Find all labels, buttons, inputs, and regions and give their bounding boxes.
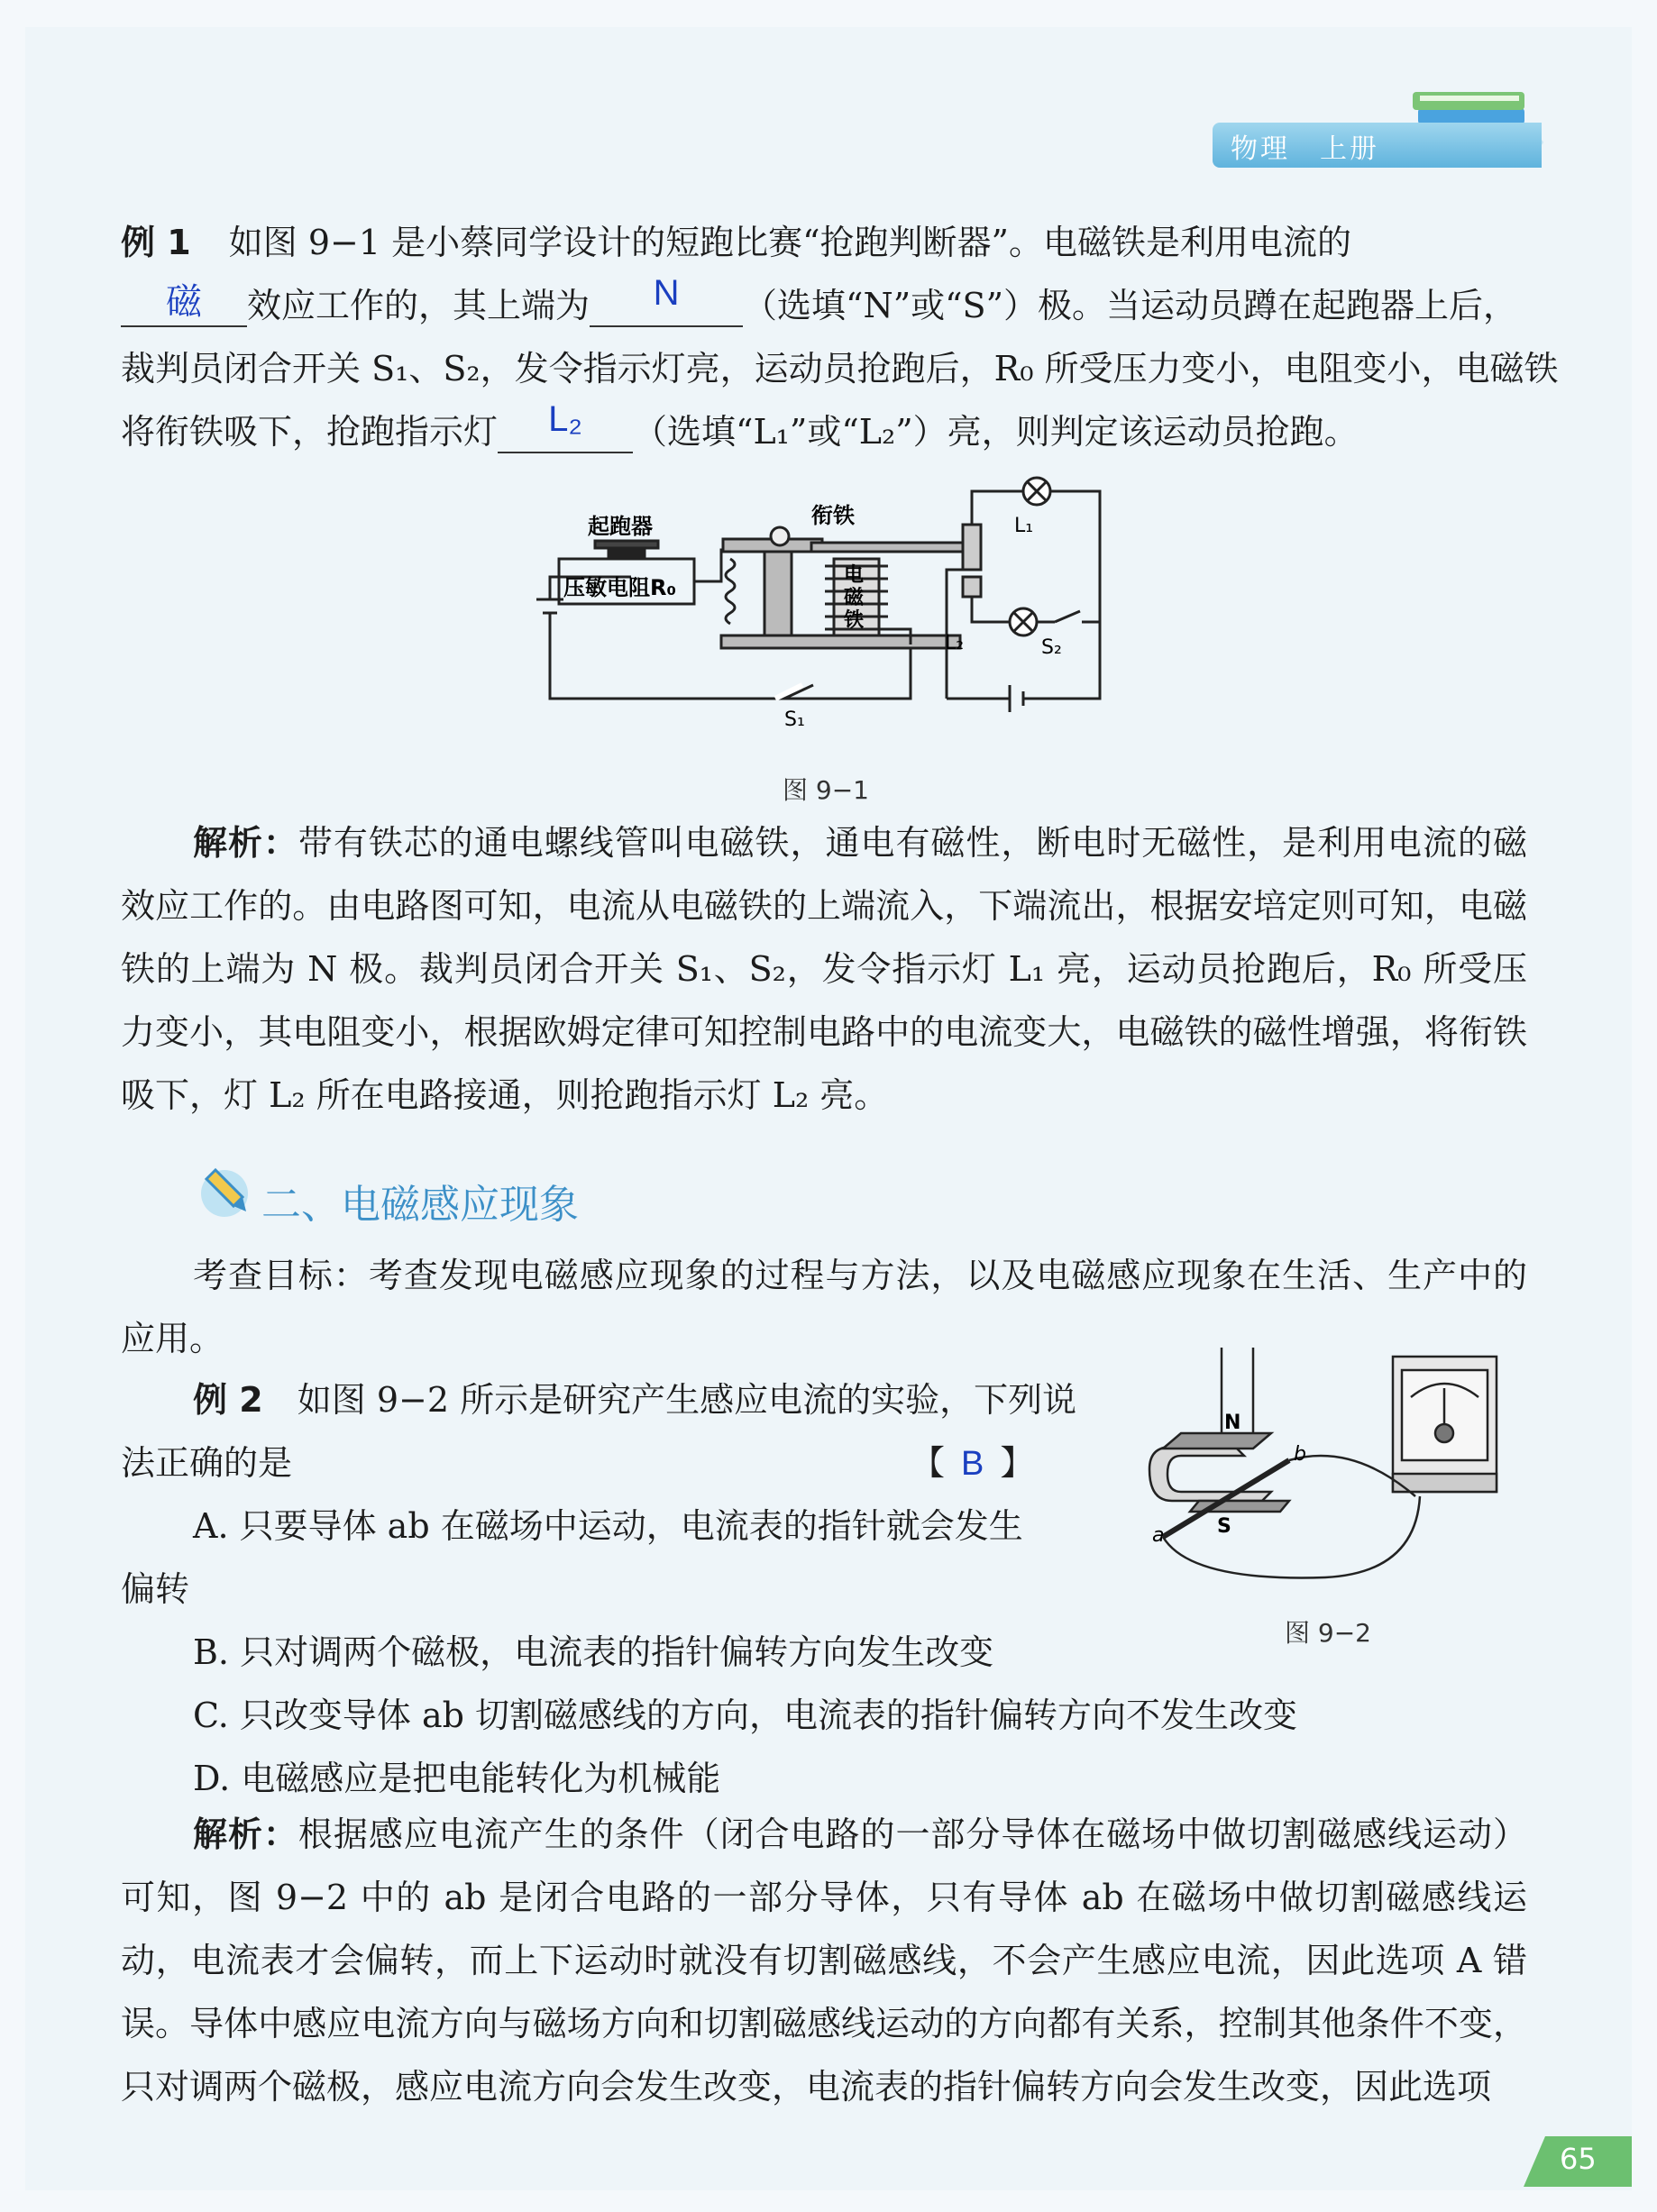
section2-goal: 考查目标：考查发现电磁感应现象的过程与方法，以及电磁感应现象在生活、生产中的应用。	[121, 1256, 1527, 1358]
spring	[726, 559, 735, 624]
analysis1-paragraph	[121, 811, 1527, 1127]
example1-text4b: （选填“L₁”或“L₂”）亮，则判定该运动员抢跑。	[633, 412, 1359, 452]
base-frame	[721, 635, 960, 648]
starter-plate	[595, 541, 658, 548]
horseshoe-magnet	[1149, 1447, 1271, 1501]
header-label: 物理 上册	[1231, 133, 1379, 165]
analysis2-label: 解析：	[193, 1814, 298, 1854]
post-left	[764, 541, 792, 635]
contact-top	[963, 525, 981, 570]
example1-text2b: （选填“N”或“S”）极。当运动员蹲在起跑器上后，	[743, 286, 1518, 325]
example1-title: 例 1	[121, 223, 191, 262]
contact-bottom	[963, 577, 981, 597]
armature-bar	[811, 543, 969, 552]
example2-stem1-text: 如图 9−2 所示是研究产生感应电流的实验，下列说	[297, 1380, 1077, 1420]
blank-2	[590, 273, 743, 327]
answer-3: L₂	[548, 399, 582, 439]
blank-1	[121, 282, 247, 327]
example1-line1	[121, 215, 1351, 264]
page-number: 65	[1560, 2142, 1597, 2176]
option-b: B. 只对调两个磁极，电流表的指针偏转方向发生改变	[193, 1632, 994, 1672]
galvanometer-base	[1393, 1474, 1497, 1492]
label-L1: L₁	[1014, 515, 1034, 537]
label-em-2: 磁	[844, 587, 865, 609]
label-a: a	[1152, 1524, 1165, 1547]
label-S: S	[1217, 1515, 1231, 1538]
wire-right	[1037, 491, 1100, 699]
blank-3	[498, 399, 633, 453]
bracket-left: 【	[911, 1443, 946, 1483]
analysis1-text: 带有铁芯的通电螺线管叫电磁铁，通电有磁性，断电时无磁性，是利用电流的磁效应工作的。由电路图可知，电流从电磁铁的上端流入，下端流出，根据安培定则可知，电磁铁的上端为 N 极。裁判员闭合开关 S₁、S₂，发令指示灯 L₁ 亮，运动员抢跑后，R₀ 所受压力变小，其电阻变小，根据欧姆定律可知控制电路中的电流变大，电磁铁的磁性增强，将衔铁吸下，灯 L₂ 所在电路接通，则抢跑指示灯 L₂ 亮。	[121, 823, 1527, 1115]
example2-stem2: 法正确的是	[121, 1443, 293, 1483]
label-L2: L₂	[945, 632, 965, 654]
answer-2: N	[653, 273, 680, 313]
pencil-icon	[194, 1161, 257, 1224]
wire-to-L2	[972, 597, 1010, 622]
example2-answer: B	[961, 1445, 984, 1483]
label-S2: S₂	[1041, 636, 1062, 659]
label-starter: 起跑器	[588, 514, 653, 539]
label-armature: 衔铁	[811, 503, 855, 528]
figure-9-2	[1145, 1348, 1506, 1618]
example2-stem1	[121, 1372, 1076, 1421]
analysis2-paragraph	[121, 1803, 1527, 2118]
switch-s2	[1055, 611, 1080, 622]
figure-9-1	[523, 469, 1118, 739]
bracket-right: 】	[1000, 1443, 1035, 1483]
example1-line2	[121, 273, 1518, 327]
coil-wire	[694, 550, 739, 581]
option-a-line1: A. 只要导体 ab 在磁场中运动，电流表的指针就会发生	[193, 1506, 1023, 1546]
magnet-pole-n	[1163, 1433, 1271, 1449]
analysis2-text: 根据感应电流产生的条件（闭合电路的一部分导体在磁场中做切割磁感线运动）可知，图 9−2 中的 ab 是闭合电路的一部分导体，只有导体 ab 在磁场中做切割磁感线运动，电流表才会偏转，而上下运动时就没有切割磁感线，不会产生感应电流，因此选项 A 错误。导体中感应电流方向与磁场方向和切割磁感线运动的方向都有关系，控制其他条件不变，只对调两个磁极，感应电流方向会发生改变，电流表的指针偏转方向会发生改变，因此选项	[121, 1814, 1527, 2107]
label-b: b	[1294, 1443, 1306, 1466]
example1-text4a: 将衔铁吸下，抢跑指示灯	[121, 412, 499, 452]
analysis1-label: 解析：	[193, 823, 298, 863]
option-c: C. 只改变导体 ab 切割磁感线的方向，电流表的指针偏转方向不发生改变	[193, 1696, 1298, 1735]
answer-1: 磁	[166, 282, 202, 322]
example1-line4	[121, 399, 1359, 453]
galvanometer-pivot	[1435, 1424, 1453, 1442]
figure1-caption: 图 9−1	[783, 775, 869, 805]
label-em-1: 电	[844, 564, 865, 587]
example2-title: 例 2	[193, 1380, 263, 1420]
label-em-3: 铁	[844, 609, 865, 632]
section-title: 二、电磁感应现象	[261, 1182, 579, 1228]
example1-line3: 裁判员闭合开关 S₁、S₂，发令指示灯亮，运动员抢跑后，R₀ 所受压力变小，电阻变小，电磁铁	[121, 349, 1559, 388]
label-S1: S₁	[784, 708, 805, 731]
option-a-line2: 偏转	[121, 1569, 190, 1609]
example1-text2a: 效应工作的，其上端为	[247, 286, 590, 325]
pivot	[771, 527, 789, 545]
figure2-caption: 图 9−2	[1285, 1618, 1371, 1648]
example1-text1: 如图 9−1 是小蔡同学设计的短跑比赛“抢跑判断器”。电磁铁是利用电流的	[228, 223, 1351, 262]
example2-answer-bracket	[911, 1435, 1034, 1485]
label-resistor: 压敏电阻R₀	[563, 575, 676, 600]
option-d: D. 电磁感应是把电能转化为机械能	[193, 1759, 721, 1798]
label-N: N	[1224, 1412, 1241, 1434]
